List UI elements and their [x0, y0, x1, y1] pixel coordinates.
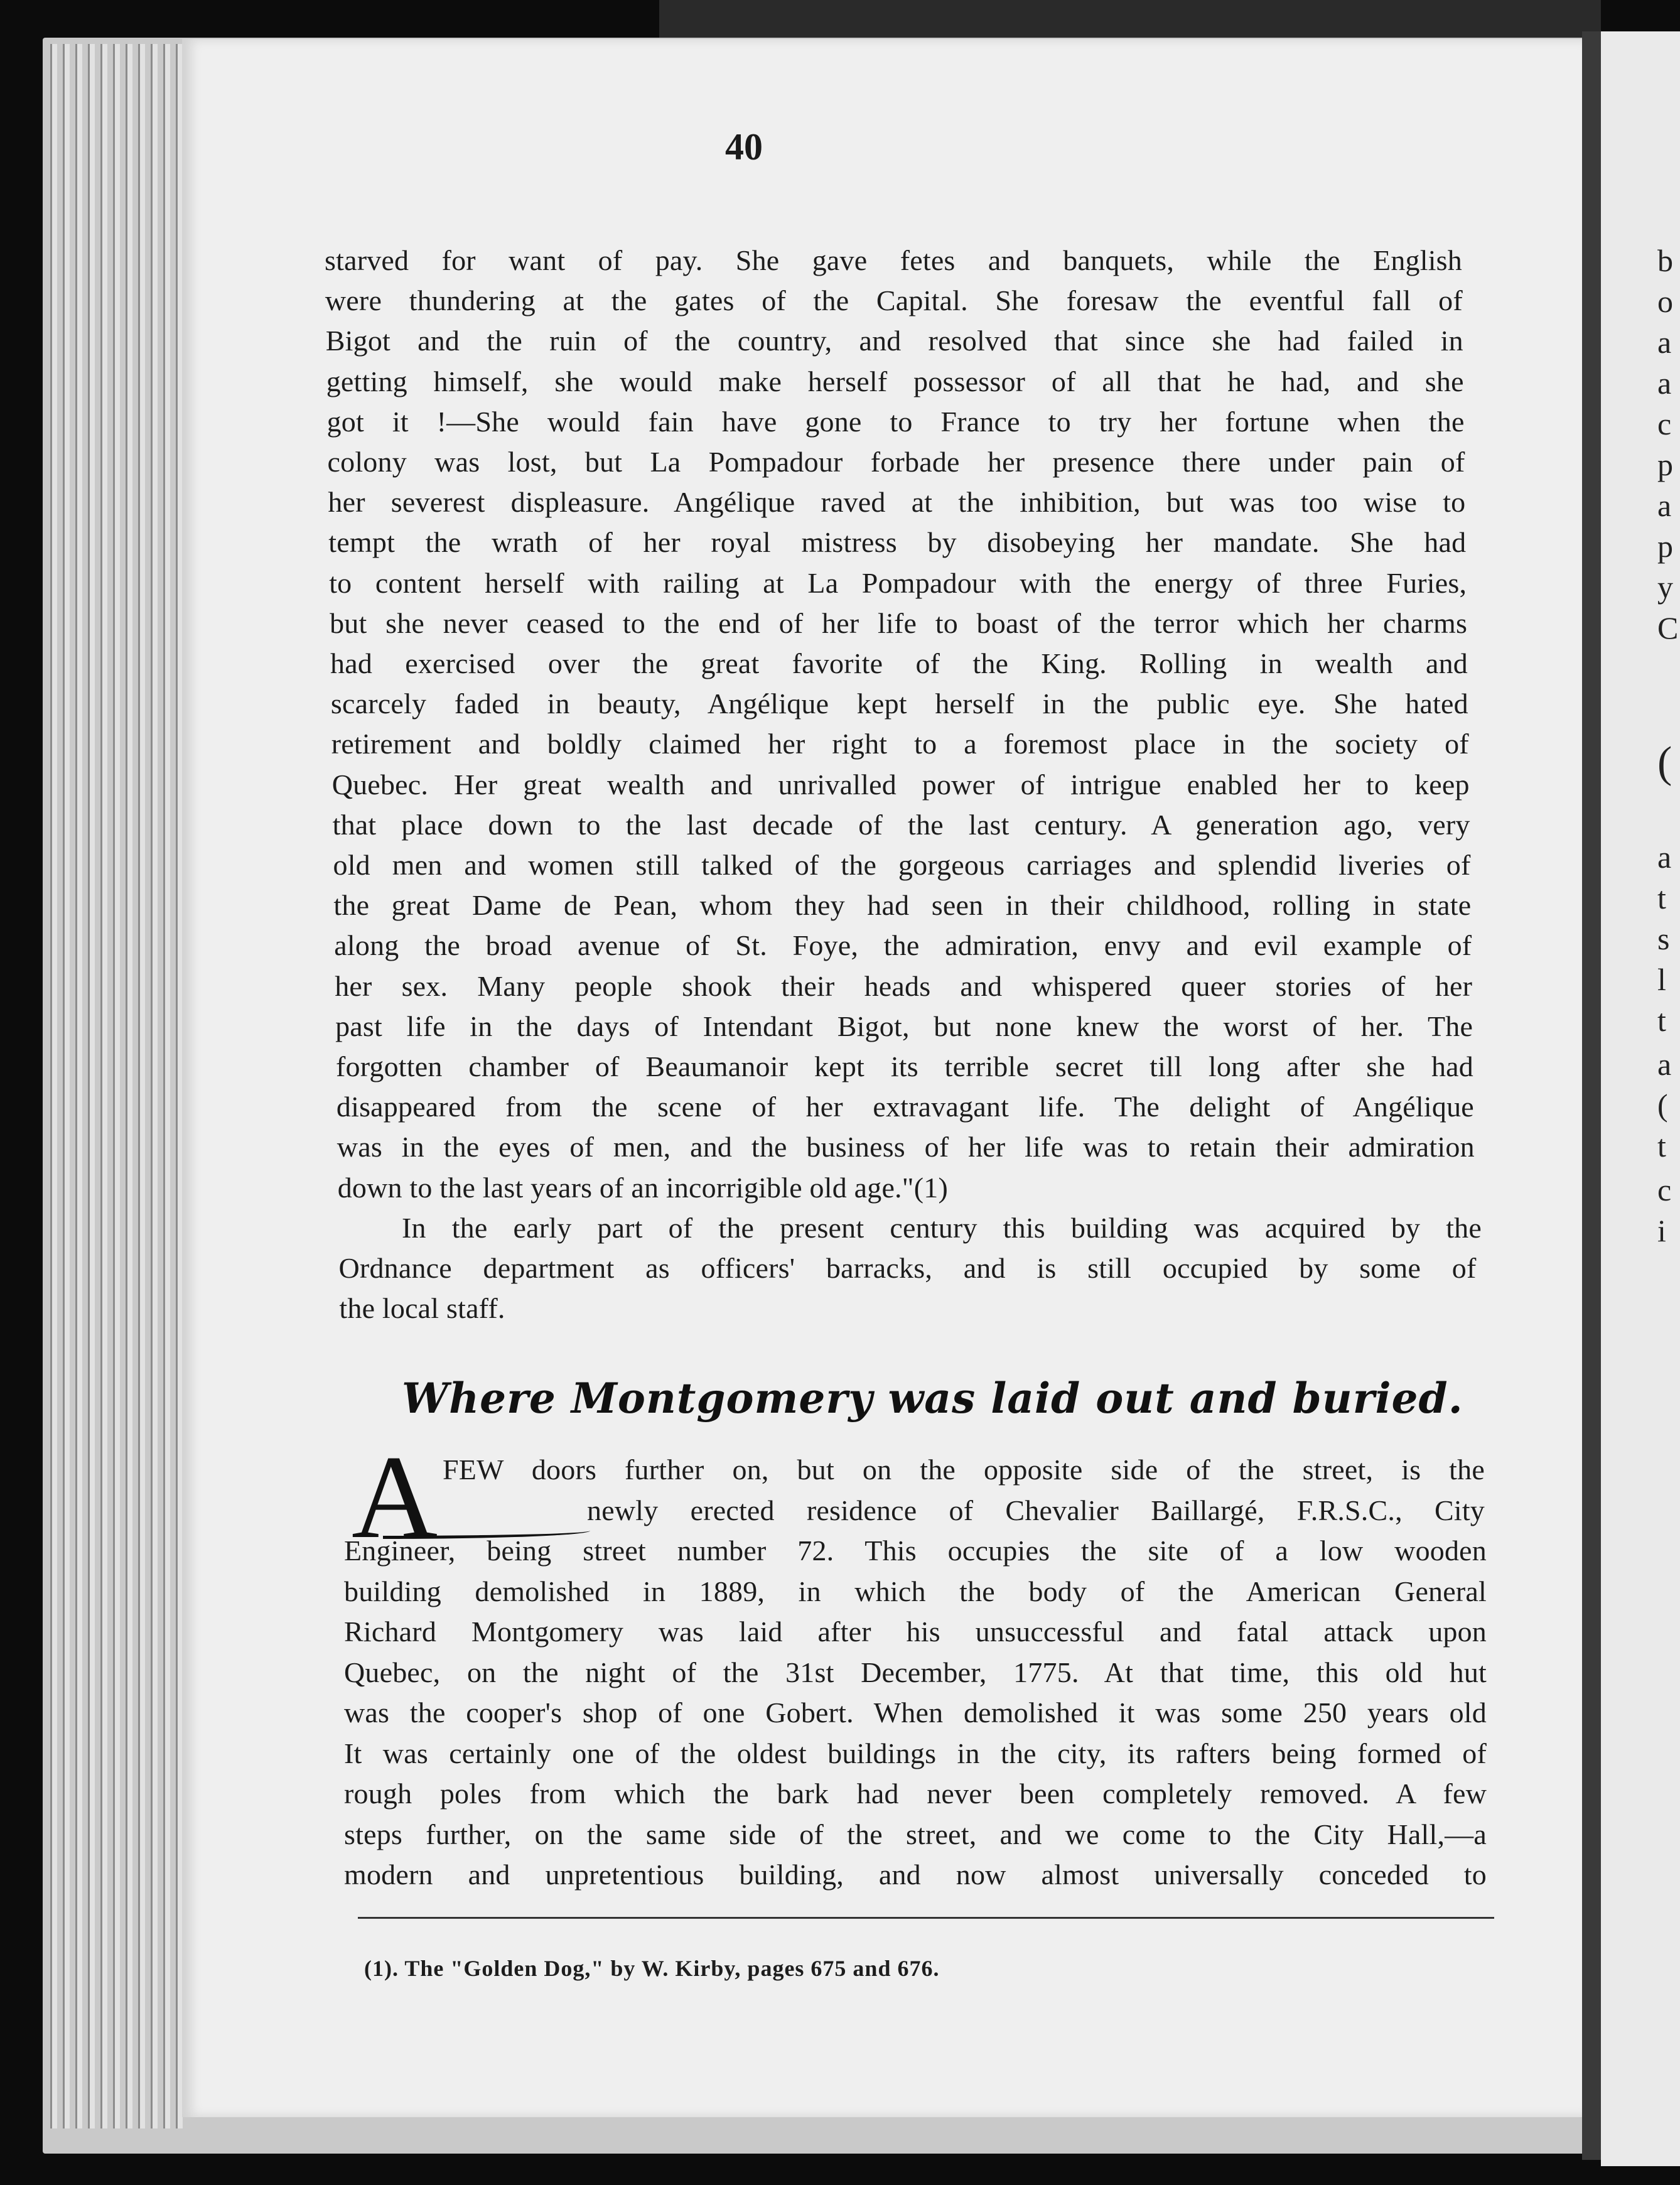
footnote-rule	[358, 1917, 1494, 1919]
body-line: Quebec. Her great wealth and unrivalled power of intrigue enabled her to keep	[331, 768, 1470, 801]
body-line: her severest displeasure. Angélique raved at the inhibition, but was too wise to	[328, 486, 1466, 519]
facing-page-letter: a	[1657, 1047, 1672, 1082]
facing-page-letter: a	[1657, 488, 1672, 523]
body-line: had exercised over the great favorite of the King. Rolling in wealth and	[330, 647, 1468, 679]
facing-page-letter: C	[1657, 610, 1679, 645]
body-line: was in the eyes of men, and the business of her life was to retain their admiration	[337, 1131, 1475, 1163]
facing-page-letter: a	[1657, 839, 1672, 875]
facing-page-letter: t	[1657, 1003, 1666, 1038]
body-line: her sex. Many people shook their heads and whispered queer stories of her	[335, 969, 1473, 1002]
facing-page-letter: i	[1657, 1213, 1666, 1248]
section-line: rough poles from which the bark had never been completely removed. A few	[344, 1778, 1487, 1810]
drop-cap	[352, 1432, 452, 1563]
facing-page-letter: s	[1657, 921, 1670, 956]
body-line: got it !—She would fain have gone to France to try her fortune when the	[326, 405, 1465, 438]
body-line: were thundering at the gates of the Capital. She foresaw the eventful fall of	[325, 284, 1463, 317]
facing-page-letter: p	[1657, 447, 1673, 482]
facing-page-letter: l	[1657, 962, 1666, 997]
footnote: (1). The "Golden Dog," by W. Kirby, pages 675 and 676.	[364, 1956, 940, 1981]
drop-cap-letter: A	[352, 1432, 438, 1563]
section-line: building demolished in 1889, in which the body of the American General	[344, 1575, 1487, 1607]
facing-page-letter: t	[1657, 1128, 1666, 1163]
body-line: to content herself with railing at La Pompadour with the energy of three Furies,	[329, 566, 1467, 599]
body-line: starved for want of pay. She gave fetes and banquets, while the English	[325, 244, 1462, 276]
facing-page-letter: p	[1657, 529, 1673, 564]
facing-page-letter: y	[1657, 569, 1673, 605]
facing-page-letter: t	[1657, 880, 1666, 915]
facing-page-letter: c	[1657, 406, 1672, 441]
facing-page-fragment	[1601, 31, 1680, 2166]
facing-page-letter: (	[1657, 738, 1672, 787]
body-line: down to the last years of an incorrigible old age."(1)	[337, 1171, 948, 1204]
body-line: past life in the days of Intendant Bigot, but none knew the worst of her. The	[335, 1010, 1473, 1042]
facing-page-letter: c	[1657, 1172, 1672, 1207]
page-stack-edges	[50, 44, 188, 2128]
body-line: In the early part of the present century this building was acquired by the	[402, 1211, 1482, 1244]
background-band	[659, 0, 1601, 38]
body-line: tempt the wrath of her royal mistress by disobeying her mandate. She had	[328, 526, 1467, 559]
section-line: modern and unpretentious building, and now almost universally conceded to	[344, 1859, 1487, 1891]
section-line: Engineer, being street number 72. This occupies the site of a low wooden	[344, 1535, 1487, 1567]
body-line: old men and women still talked of the gorgeous carriages and splendid liveries of	[333, 849, 1471, 881]
section-line: Richard Montgomery was laid after his unsuccessful and fatal attack upon	[344, 1616, 1487, 1648]
section-line: It was certainly one of the oldest buildings in the city, its rafters being formed of	[344, 1737, 1487, 1769]
section-line: steps further, on the same side of the street, and we come to the City Hall,—a	[344, 1818, 1487, 1850]
facing-page-letter: (	[1657, 1087, 1668, 1123]
section-line: was the cooper's shop of one Gobert. When demolished it was some 250 years old	[344, 1697, 1487, 1729]
facing-page-letter: b	[1657, 243, 1673, 278]
section-line: newly erected residence of Chevalier Baillargé, F.R.S.C., City	[587, 1494, 1485, 1526]
section-line: Quebec, on the night of the 31st December, 1775. At that time, this old hut	[344, 1656, 1487, 1688]
body-line: colony was lost, but La Pompadour forbade her presence there under pain of	[327, 446, 1465, 478]
body-line: disappeared from the scene of her extravagant life. The delight of Angélique	[336, 1091, 1474, 1123]
book-gutter	[1582, 31, 1601, 2160]
body-line: Ordnance department as officers' barracks, and is still occupied by some of	[338, 1252, 1477, 1284]
body-line: the great Dame de Pean, whom they had seen in their childhood, rolling in state	[333, 889, 1472, 922]
body-line: the local staff.	[339, 1292, 505, 1325]
body-line: but she never ceased to the end of her life to boast of the terror which her charms	[330, 607, 1468, 639]
facing-page-letter: o	[1657, 284, 1673, 319]
body-line: scarcely faded in beauty, Angélique kept herself in the public eye. She hated	[330, 688, 1468, 720]
facing-page-letter: a	[1657, 365, 1672, 401]
body-line: Bigot and the ruin of the country, and resolved that since she had failed in	[325, 325, 1463, 357]
body-line: retirement and boldly claimed her right to a foremost place in the society of	[331, 728, 1469, 760]
body-line: getting himself, she would make herself possessor of all that he had, and she	[326, 365, 1464, 397]
facing-page-letter: a	[1657, 325, 1672, 360]
body-line: forgotten chamber of Beaumanoir kept its terrible secret till long after she had	[336, 1050, 1473, 1082]
section-heading: Where Montgomery was laid out and buried.	[402, 1374, 1463, 1423]
body-line: along the broad avenue of St. Foye, the admiration, envy and evil example of	[334, 929, 1472, 962]
page-number: 40	[725, 126, 763, 168]
body-line: that place down to the last decade of the last century. A generation ago, very	[332, 808, 1470, 841]
section-line: FEW doors further on, but on the opposite side of the street, is the	[443, 1454, 1485, 1486]
